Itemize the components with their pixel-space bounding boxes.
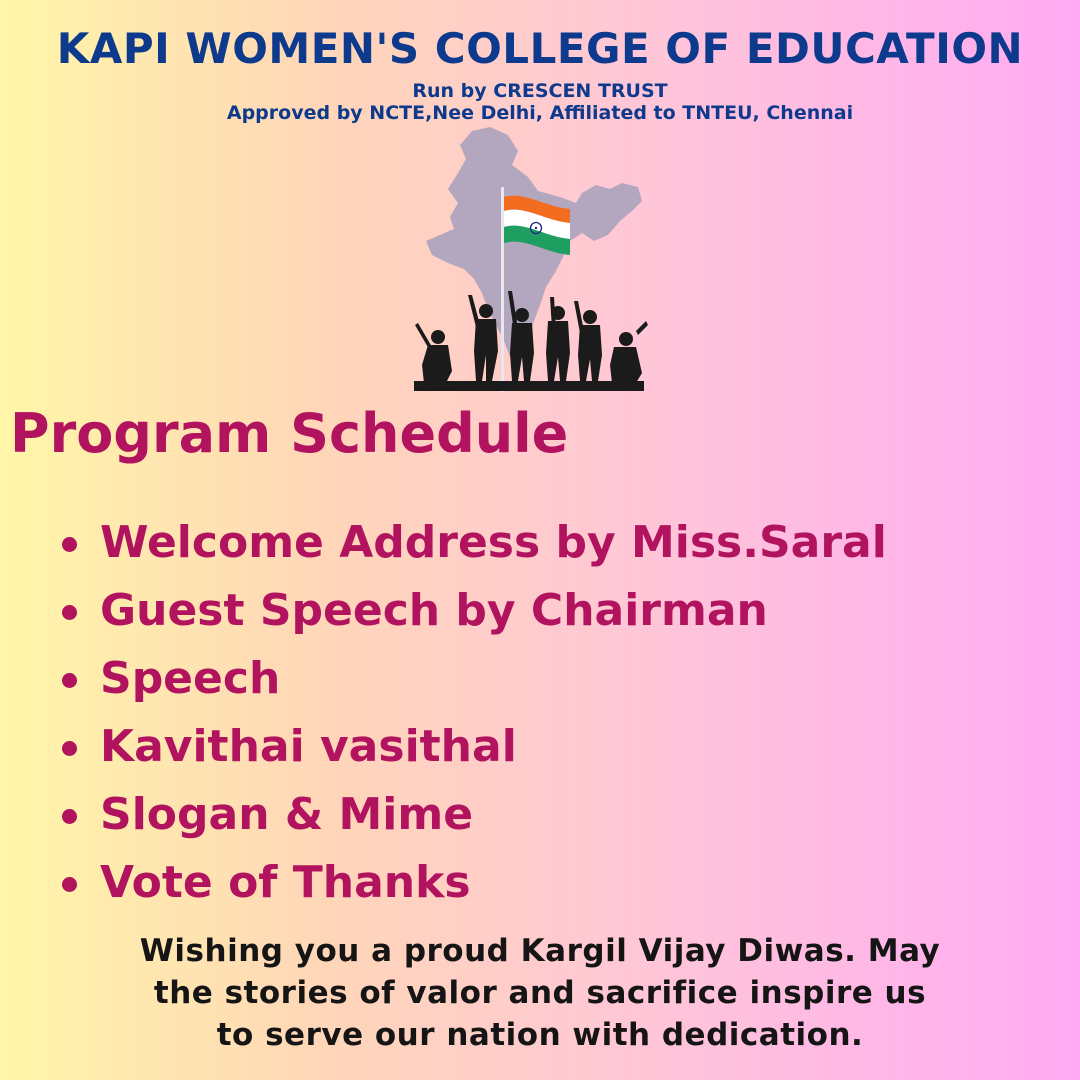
schedule-item-kavithai: Kavithai vasithal [62,714,887,782]
bullet-dot [62,537,77,552]
bullet-dot [62,741,77,756]
schedule-item-slogan: Slogan & Mime [62,782,887,850]
bullet-dot [62,809,77,824]
wish-message [0,930,1080,1056]
wish-line: to serve our nation with dedication. [216,1017,864,1053]
india-map-icon [426,127,642,371]
bullet-dot [62,673,77,688]
schedule-item-vote-of-thanks: Vote of Thanks [62,850,887,918]
wish-line: Wishing you a proud Kargil Vijay Diwas. May [139,933,941,969]
bullet-dot [62,877,77,892]
college-title: KAPI WOMEN'S COLLEGE OF EDUCATION [56,24,1024,73]
bullet-dot [62,605,77,620]
schedule-heading: Program Schedule [10,402,569,465]
schedule-item-welcome: Welcome Address by Miss.Saral [62,510,887,578]
schedule-item-speech: Speech [62,646,887,714]
approval-line: Approved by NCTE,Nee Delhi, Affiliated to TNTEU, Chennai [226,102,854,124]
schedule-item-guest-speech: Guest Speech by Chairman [62,578,887,646]
schedule-list [62,510,887,918]
wish-line: the stories of valor and sacrifice inspire us [153,975,927,1011]
run-by-line: Run by CRESCEN TRUST [412,80,668,102]
flag-pole [501,187,504,392]
kargil-illustration [410,125,650,400]
